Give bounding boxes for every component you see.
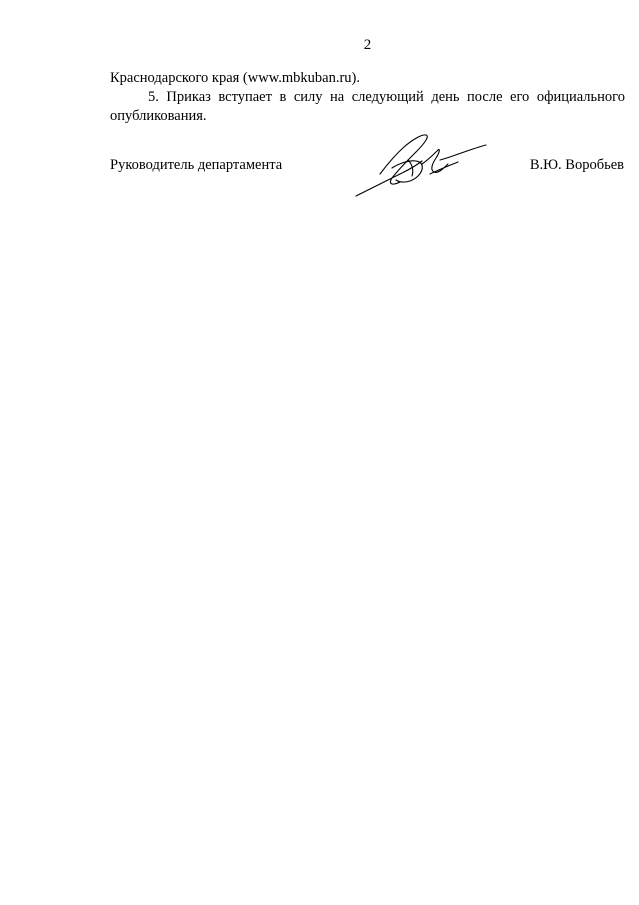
document-body: [110, 69, 625, 126]
page-number: 2: [363, 37, 372, 53]
paragraph-5-line-2: опубликования.: [110, 108, 207, 124]
body-line-continuation: Краснодарского края (www.mbkuban.ru).: [110, 70, 360, 86]
signer-title: Руководитель департамента: [110, 157, 283, 173]
handwritten-signature: [352, 130, 488, 198]
signature-block: [110, 156, 624, 196]
paragraph-5-line-1: 5. Приказ вступает в силу на следующий день после его официального: [148, 89, 625, 105]
signer-name: В.Ю. Воробьев: [529, 157, 624, 173]
